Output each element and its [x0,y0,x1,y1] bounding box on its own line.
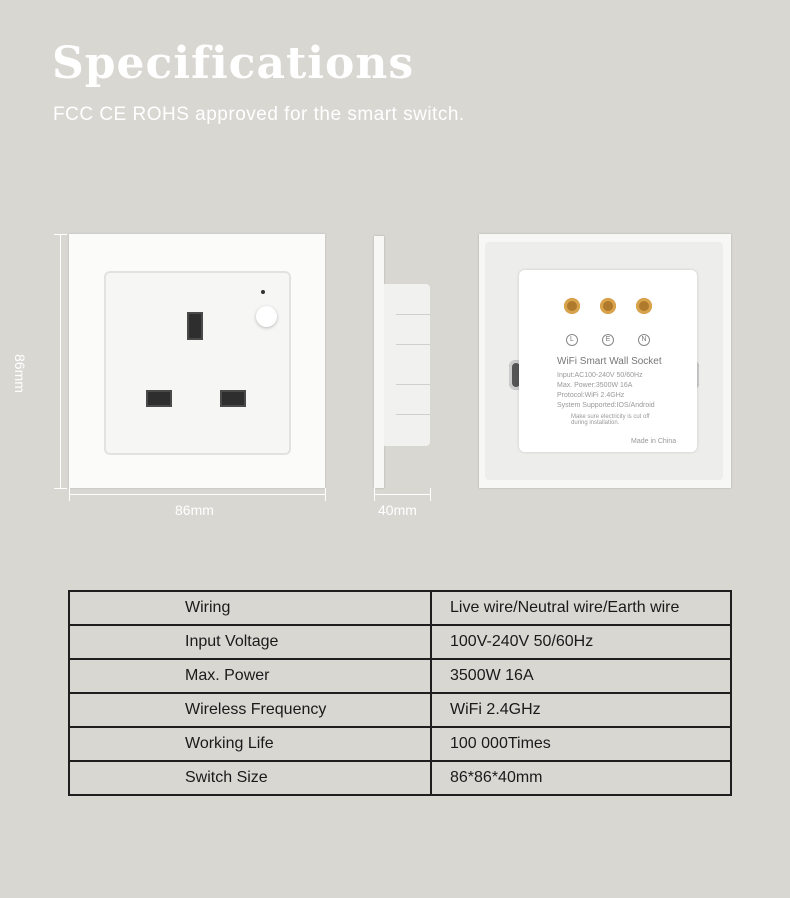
spec-value: Live wire/Neutral wire/Earth wire [431,591,731,625]
socket-front-view [69,234,325,488]
spec-label: Wireless Frequency [69,693,431,727]
table-row [69,761,731,795]
width-dimension-label: 86mm [175,502,214,518]
spec-label: Switch Size [69,761,431,795]
table-row [69,625,731,659]
spec-label: Working Life [69,727,431,761]
live-pin-slot [146,390,172,407]
table-row [69,659,731,693]
socket-back-view [479,234,731,488]
depth-dimension-line [374,494,430,495]
terminal-label-e: E [602,334,614,346]
module-origin-line: Made in China [631,438,677,445]
module-spec-line: Max. Power:3500W 16A [557,382,633,389]
module-spec-line: System Supported:IOS/Android [557,402,655,409]
spec-table [68,590,732,796]
socket-side-body [384,284,430,446]
wifi-module [519,270,697,452]
earth-pin-slot [187,312,203,340]
terminal-screw-live [564,298,580,314]
terminal-screw-neutral [636,298,652,314]
spec-label: Input Voltage [69,625,431,659]
touch-button [256,306,277,327]
spec-label: Wiring [69,591,431,625]
height-dimension-line [60,234,61,488]
neutral-pin-slot [220,390,246,407]
width-dimension-tick-right [325,488,326,501]
spec-value: 3500W 16A [431,659,731,693]
spec-value: WiFi 2.4GHz [431,693,731,727]
height-dimension-tick-top [54,234,67,235]
spec-value: 100 000Times [431,727,731,761]
indicator-led [261,290,265,294]
height-dimension-tick-bottom [54,488,67,489]
back-frame [485,242,723,480]
depth-dimension-tick-left [374,488,375,501]
spec-value: 100V-240V 50/60Hz [431,625,731,659]
module-title: WiFi Smart Wall Socket [557,356,662,367]
depth-dimension-label: 40mm [378,502,417,518]
height-dimension-label: 86mm [12,354,28,393]
spec-value: 86*86*40mm [431,761,731,795]
table-row [69,591,731,625]
width-dimension-line [69,494,325,495]
terminal-label-n: N [638,334,650,346]
spec-label: Max. Power [69,659,431,693]
table-row [69,727,731,761]
page-title: Specifications [52,38,415,89]
socket-side-plate [374,236,384,488]
terminal-screw-earth [600,298,616,314]
module-warning-line: Make sure electricity is cut off during installation. [571,414,650,426]
table-row [69,693,731,727]
module-spec-line: Protocol:WiFi 2.4GHz [557,392,625,399]
width-dimension-tick-left [69,488,70,501]
page-subtitle: FCC CE ROHS approved for the smart switch. [53,104,465,125]
socket-insert [104,271,291,455]
depth-dimension-tick-right [430,488,431,501]
terminal-label-l: L [566,334,578,346]
module-spec-line: Input:AC100-240V 50/60Hz [557,372,643,379]
